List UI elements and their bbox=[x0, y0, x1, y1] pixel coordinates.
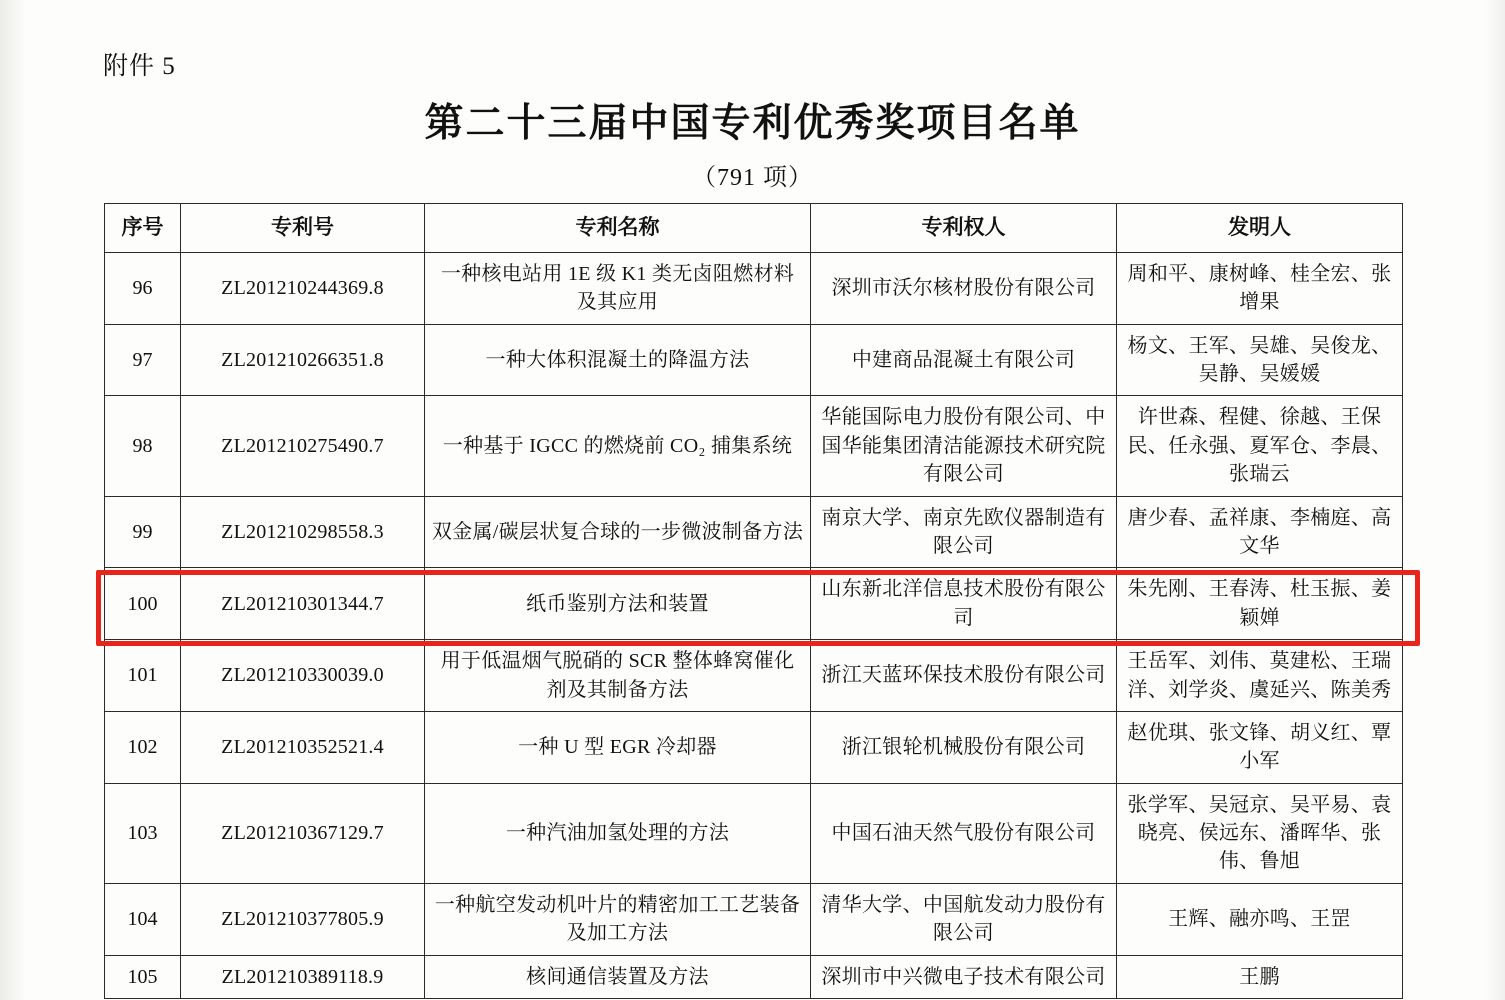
column-header-inventors: 发明人 bbox=[1117, 204, 1403, 253]
table-row bbox=[105, 396, 1403, 496]
cell-inventors: 唐少春、孟祥康、李楠庭、高文华 bbox=[1117, 496, 1403, 568]
cell-no: 103 bbox=[105, 783, 181, 883]
cell-owner: 中国石油天然气股份有限公司 bbox=[811, 783, 1117, 883]
cell-name: 核间通信装置及方法 bbox=[425, 955, 811, 998]
cell-inventors: 朱先刚、王春涛、杜玉振、姜颖婵 bbox=[1117, 568, 1403, 640]
table-row bbox=[105, 883, 1403, 955]
table-header-row bbox=[105, 204, 1403, 253]
cell-no: 97 bbox=[105, 324, 181, 396]
cell-owner: 南京大学、南京先欧仪器制造有限公司 bbox=[811, 496, 1117, 568]
attachment-label: 附件 5 bbox=[103, 53, 176, 80]
cell-name: 一种大体积混凝土的降温方法 bbox=[425, 324, 811, 396]
cell-owner: 山东新北洋信息技术股份有限公司 bbox=[811, 568, 1117, 640]
cell-inventors: 周和平、康树峰、桂全宏、张增果 bbox=[1117, 252, 1403, 324]
cell-inventors: 赵优琪、张文锋、胡义红、覃小军 bbox=[1117, 711, 1403, 783]
cell-name: 一种航空发动机叶片的精密加工工艺装备及加工方法 bbox=[425, 883, 811, 955]
column-header-no: 序号 bbox=[105, 204, 181, 253]
cell-patent-no: ZL201210330039.0 bbox=[181, 640, 425, 712]
cell-owner: 浙江天蓝环保技术股份有限公司 bbox=[811, 640, 1117, 712]
column-header-owner: 专利权人 bbox=[811, 204, 1117, 253]
patent-list-table-wrapper bbox=[104, 203, 1402, 999]
cell-no: 105 bbox=[105, 955, 181, 998]
table-header bbox=[105, 204, 1403, 253]
page-title: 第二十三届中国专利优秀奖项目名单 bbox=[424, 100, 1081, 146]
cell-name: 纸币鉴别方法和装置 bbox=[425, 568, 811, 640]
cell-owner: 中建商品混凝土有限公司 bbox=[811, 324, 1117, 396]
cell-no: 99 bbox=[105, 496, 181, 568]
cell-patent-no: ZL201210367129.7 bbox=[181, 783, 425, 883]
cell-inventors: 王辉、融亦鸣、王罡 bbox=[1117, 883, 1403, 955]
table-row bbox=[105, 252, 1403, 324]
cell-patent-no: ZL201210352521.4 bbox=[181, 711, 425, 783]
cell-no: 96 bbox=[105, 252, 181, 324]
cell-patent-no: ZL201210389118.9 bbox=[181, 955, 425, 998]
cell-name: 一种核电站用 1E 级 K1 类无卤阻燃材料及其应用 bbox=[425, 252, 811, 324]
cell-owner: 深圳市沃尔核材股份有限公司 bbox=[811, 252, 1117, 324]
table-row bbox=[105, 496, 1403, 568]
cell-no: 101 bbox=[105, 640, 181, 712]
table-row bbox=[105, 711, 1403, 783]
cell-patent-no: ZL201210298558.3 bbox=[181, 496, 425, 568]
cell-name: 用于低温烟气脱硝的 SCR 整体蜂窝催化剂及其制备方法 bbox=[425, 640, 811, 712]
table-row bbox=[105, 324, 1403, 396]
cell-inventors: 许世森、程健、徐越、王保民、任永强、夏军仓、李晨、张瑞云 bbox=[1117, 396, 1403, 496]
cell-no: 102 bbox=[105, 711, 181, 783]
table-row bbox=[105, 568, 1403, 640]
column-header-name: 专利名称 bbox=[425, 204, 811, 253]
cell-patent-no: ZL201210275490.7 bbox=[181, 396, 425, 496]
table-body bbox=[105, 252, 1403, 998]
cell-patent-no: ZL201210377805.9 bbox=[181, 883, 425, 955]
cell-no: 100 bbox=[105, 568, 181, 640]
table-row-highlighted bbox=[105, 640, 1403, 712]
cell-inventors: 杨文、王军、吴雄、吴俊龙、吴静、吴媛媛 bbox=[1117, 324, 1403, 396]
cell-patent-no: ZL201210266351.8 bbox=[181, 324, 425, 396]
cell-patent-no: ZL201210244369.8 bbox=[181, 252, 425, 324]
cell-name: 双金属/碳层状复合球的一步微波制备方法 bbox=[425, 496, 811, 568]
column-header-patent-no: 专利号 bbox=[181, 204, 425, 253]
cell-name: 一种汽油加氢处理的方法 bbox=[425, 783, 811, 883]
cell-owner: 深圳市中兴微电子技术有限公司 bbox=[811, 955, 1117, 998]
table-row bbox=[105, 783, 1403, 883]
cell-inventors: 王鹏 bbox=[1117, 955, 1403, 998]
cell-inventors: 张学军、吴冠京、吴平易、袁晓亮、侯远东、潘晖华、张伟、鲁旭 bbox=[1117, 783, 1403, 883]
cell-patent-no: ZL201210301344.7 bbox=[181, 568, 425, 640]
cell-no: 98 bbox=[105, 396, 181, 496]
cell-owner: 华能国际电力股份有限公司、中国华能集团清洁能源技术研究院有限公司 bbox=[811, 396, 1117, 496]
cell-inventors: 王岳军、刘伟、莫建松、王瑞洋、刘学炎、虞延兴、陈美秀 bbox=[1117, 640, 1403, 712]
patent-list-table bbox=[104, 203, 1403, 999]
cell-no: 104 bbox=[105, 883, 181, 955]
cell-owner: 清华大学、中国航发动力股份有限公司 bbox=[811, 883, 1117, 955]
cell-name: 一种基于 IGCC 的燃烧前 CO₂ 捕集系统 bbox=[425, 396, 811, 496]
cell-name: 一种 U 型 EGR 冷却器 bbox=[425, 711, 811, 783]
table-row bbox=[105, 955, 1403, 998]
page-subtitle: （791 项） bbox=[692, 165, 813, 191]
cell-owner: 浙江银轮机械股份有限公司 bbox=[811, 711, 1117, 783]
